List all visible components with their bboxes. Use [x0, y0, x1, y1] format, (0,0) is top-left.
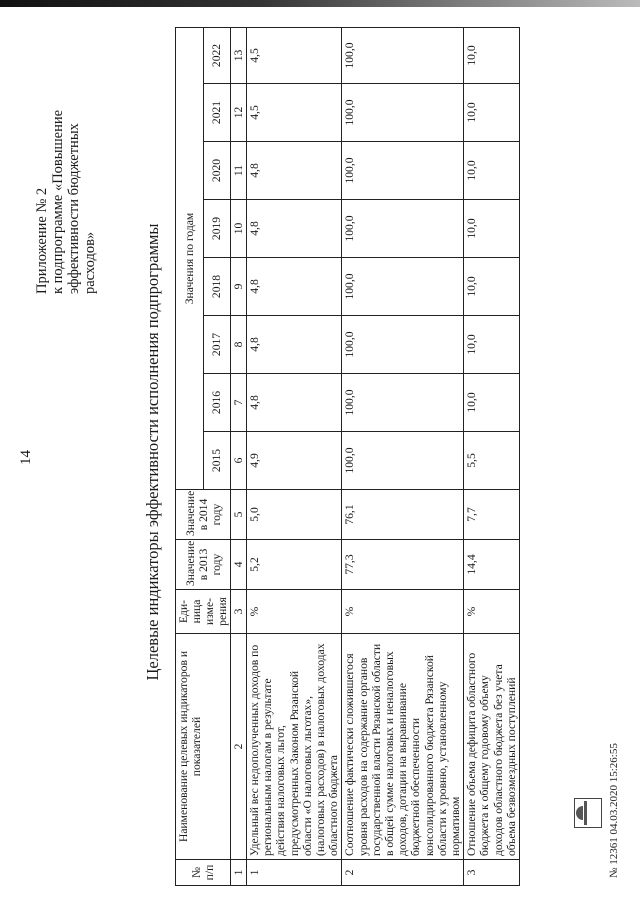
row-value-year: 100,0	[342, 316, 464, 374]
row-name: Удельный вес недополученных доходов по региональным налогам в результате действия налоговых льгот, предусмотренных Законом Рязанской области «О налоговых льготах», (налоговых расходов) в налоговых доходах областного бюджета	[247, 634, 342, 860]
row-unit: %	[464, 590, 520, 634]
appendix-line: к подпрограмме «Повышение	[50, 109, 66, 294]
header-years-group: Значения по годам	[176, 27, 204, 489]
row-value-year: 10,0	[464, 258, 520, 316]
stamp-dome-icon	[576, 806, 583, 820]
page-number: 14	[18, 450, 34, 465]
header-year: 2017	[203, 316, 231, 374]
header-2013: Значение в 2013 году	[176, 540, 231, 590]
index-cell: 12	[231, 84, 247, 142]
row-value-year: 4,5	[247, 27, 342, 83]
header-year: 2019	[203, 200, 231, 258]
table-row	[247, 27, 342, 885]
index-cell: 2	[231, 634, 247, 860]
index-cell: 7	[231, 374, 247, 432]
header-year: 2018	[203, 258, 231, 316]
header-year: 2020	[203, 142, 231, 200]
header-name: Наименование целевых индикаторов и показателей	[176, 634, 231, 860]
stamp-bar-icon	[584, 801, 587, 825]
row-value-year: 100,0	[342, 142, 464, 200]
index-cell: 9	[231, 258, 247, 316]
row-name: Отношение объема дефицита областного бюджета к общему годовому объему доходов областного бюджета без учета объема безвозмездных поступлений	[464, 634, 520, 860]
row-value-year: 4,9	[247, 432, 342, 490]
header-unit: Еди-ница изме-рения	[176, 590, 231, 634]
table-row	[342, 27, 464, 885]
table-row	[464, 27, 520, 885]
row-value-year: 100,0	[342, 374, 464, 432]
row-value-year: 4,8	[247, 142, 342, 200]
row-value-2013: 14,4	[464, 540, 520, 590]
row-value-year: 4,8	[247, 258, 342, 316]
row-value-2013: 77,3	[342, 540, 464, 590]
row-value-year: 10,0	[464, 27, 520, 83]
registration-footer: № 12361 04.03.2020 15:26:55	[608, 743, 620, 878]
row-value-year: 4,5	[247, 84, 342, 142]
row-value-year: 4,8	[247, 316, 342, 374]
registration-stamp-logo	[574, 798, 602, 828]
header-year: 2016	[203, 374, 231, 432]
row-value-2013: 5,2	[247, 540, 342, 590]
row-value-2014: 7,7	[464, 490, 520, 540]
header-year: 2021	[203, 84, 231, 142]
row-value-year: 100,0	[342, 27, 464, 83]
row-value-year: 10,0	[464, 84, 520, 142]
row-value-year: 100,0	[342, 258, 464, 316]
appendix-line: расходов»	[82, 231, 98, 294]
row-name: Соотношение фактически сложившегося уровня расходов на содержание органов государственной власти Рязанской области в общей сумме налоговых и неналоговых доходов, дотации на выравнивание бюджетной обеспеченности консолидированного бюджета Рязанской области к уровню, установленному нормативом	[342, 634, 464, 860]
index-cell: 8	[231, 316, 247, 374]
index-cell: 1	[231, 860, 247, 886]
index-cell: 13	[231, 27, 247, 83]
row-num: 3	[464, 860, 520, 886]
row-unit: %	[342, 590, 464, 634]
row-value-year: 10,0	[464, 374, 520, 432]
index-cell: 3	[231, 590, 247, 634]
row-value-year: 4,8	[247, 374, 342, 432]
row-unit: %	[247, 590, 342, 634]
document-heading: Целевые индикаторы эффективности исполнения подпрограммы	[143, 223, 162, 681]
index-cell: 11	[231, 142, 247, 200]
row-num: 1	[247, 860, 342, 886]
index-cell: 10	[231, 200, 247, 258]
row-value-year: 10,0	[464, 142, 520, 200]
header-2014: Значение в 2014 году	[176, 490, 231, 540]
row-value-year: 100,0	[342, 84, 464, 142]
row-value-year: 5,5	[464, 432, 520, 490]
indicators-table	[175, 27, 520, 886]
row-num: 2	[342, 860, 464, 886]
index-cell: 5	[231, 490, 247, 540]
header-row	[176, 27, 204, 885]
row-value-year: 4,8	[247, 200, 342, 258]
header-year: 2015	[203, 432, 231, 490]
appendix-line: эффективности бюджетных	[66, 123, 82, 294]
appendix-line: Приложение № 2	[34, 187, 50, 294]
row-value-year: 10,0	[464, 200, 520, 258]
row-value-2014: 76,1	[342, 490, 464, 540]
index-cell: 4	[231, 540, 247, 590]
row-value-year: 100,0	[342, 432, 464, 490]
row-value-2014: 5,0	[247, 490, 342, 540]
index-row	[231, 27, 247, 885]
appendix-block	[34, 24, 98, 294]
index-cell: 6	[231, 432, 247, 490]
row-value-year: 100,0	[342, 200, 464, 258]
rotated-page	[0, 2, 640, 902]
header-year: 2022	[203, 27, 231, 83]
row-value-year: 10,0	[464, 316, 520, 374]
header-num: № п/п	[176, 860, 231, 886]
